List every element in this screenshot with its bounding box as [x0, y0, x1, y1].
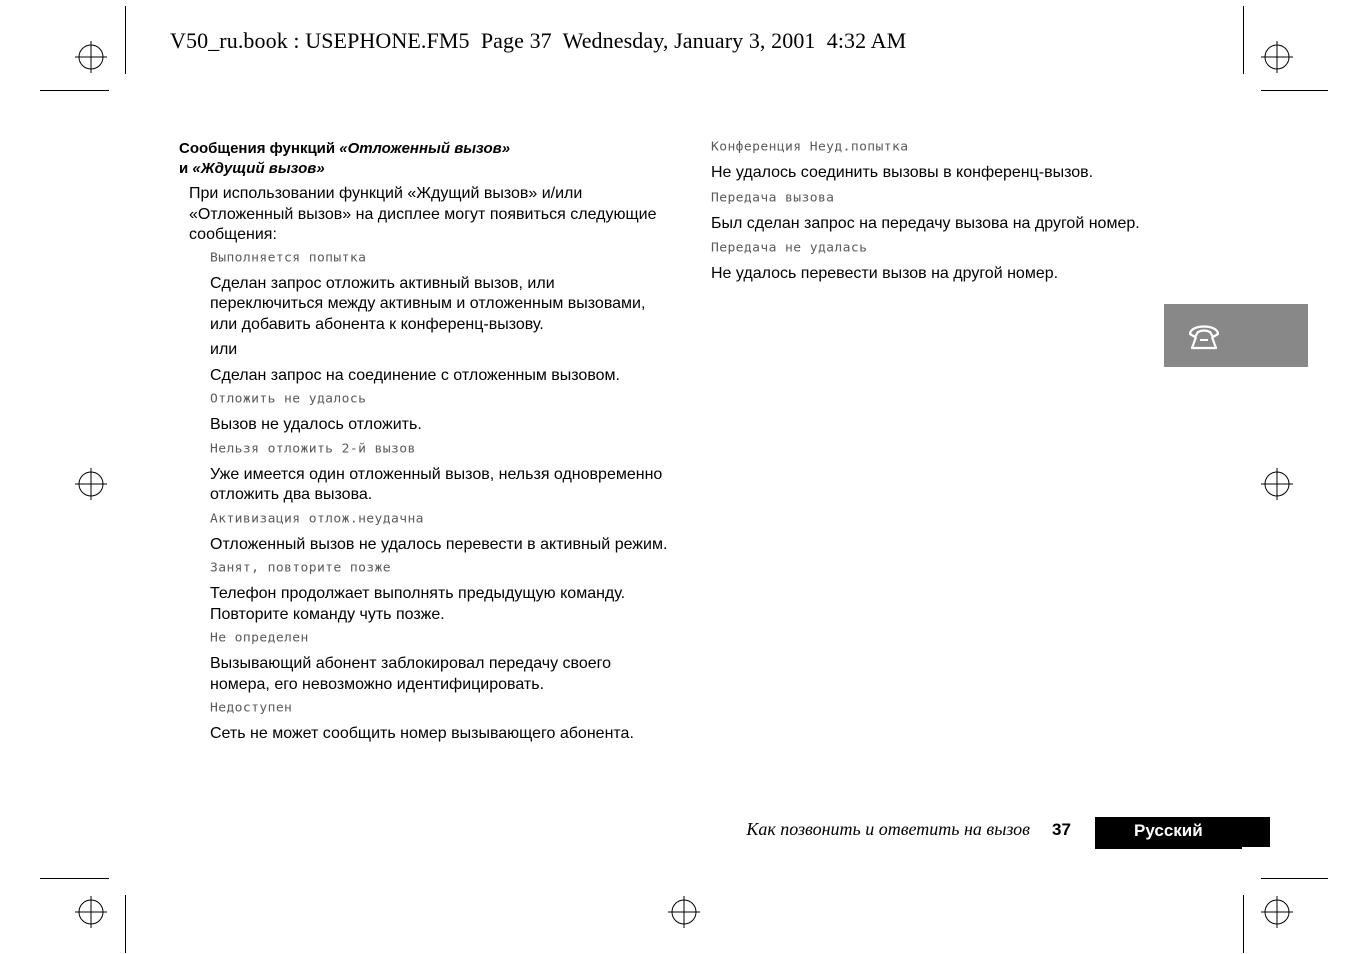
- display-message: Выполняется попытка: [210, 250, 367, 265]
- registration-mark-icon: [75, 468, 107, 500]
- registration-mark-icon: [75, 896, 107, 928]
- crop-mark: [40, 878, 109, 879]
- language-tab-notch: [1242, 847, 1270, 849]
- footer-chapter-title: Как позвонить и ответить на вызов: [746, 819, 1030, 839]
- message-description: Вызов не удалось отложить.: [210, 416, 422, 433]
- display-message: Занят, повторите позже: [210, 560, 391, 576]
- language-label: Русский: [1134, 821, 1203, 840]
- display-message: Передача вызова: [711, 190, 835, 205]
- message-description: Был сделан запрос на передачу вызова на другой номер.: [711, 214, 1140, 232]
- title-line2-italic: «Ждущий вызов»: [192, 160, 325, 177]
- crop-mark: [1261, 878, 1328, 879]
- message-description: или: [210, 341, 238, 358]
- registration-mark-icon: [1261, 896, 1293, 928]
- message-description: Уже имеется один отложенный вызов, нельзя одновременно отложить два вызова.: [210, 465, 663, 503]
- print-header: V50_ru.book : USEPHONE.FM5 Page 37 Wednesday, January 3, 2001 4:32 AM: [170, 28, 907, 53]
- display-message: Недоступен: [210, 700, 293, 716]
- title-line1-plain: Сообщения функций: [179, 140, 340, 157]
- message-description: Не удалось соединить вызовы в конференц-вызов.: [711, 164, 1094, 181]
- page-number: 37: [1052, 820, 1071, 839]
- phone-handset-icon: [1186, 318, 1222, 354]
- crop-mark: [40, 90, 109, 91]
- section-title: [179, 139, 669, 179]
- message-description: Телефон продолжает выполнять предыдущую команду. Повторите команду чуть позже.: [210, 585, 626, 623]
- crop-mark: [1243, 895, 1244, 953]
- title-line2-plain: и: [179, 160, 193, 177]
- left-column: [179, 139, 669, 750]
- registration-mark-icon: [1261, 41, 1293, 73]
- registration-mark-icon: [75, 41, 107, 73]
- display-message: Передача не удалась: [711, 240, 868, 256]
- right-column: [711, 139, 1171, 291]
- display-message: Не определен: [210, 630, 309, 646]
- chapter-side-tab: [1164, 304, 1308, 367]
- message-description: Не удалось перевести вызов на другой номер.: [711, 265, 1059, 282]
- message-description: Сделан запрос на соединение с отложенным вызовом.: [210, 366, 620, 384]
- intro-paragraph: При использовании функций «Ждущий вызов» и/или «Отложенный вызов» на дисплее могут появиться следующие сообщения:: [189, 185, 657, 243]
- display-message: Нельзя отложить 2-й вызов: [210, 441, 416, 456]
- message-description: Сделан запрос отложить активный вызов, или переключиться между активным и отложенным вызовами, или добавить абонента к конференц-вызову.: [210, 274, 646, 333]
- registration-mark-icon: [1261, 468, 1293, 500]
- display-message: Активизация отлож.неудачна: [210, 511, 424, 526]
- crop-mark: [1243, 6, 1244, 74]
- crop-mark: [125, 6, 126, 74]
- display-message: Отложить не удалось: [210, 391, 367, 407]
- crop-mark: [1261, 90, 1328, 91]
- message-description: Вызывающий абонент заблокировал передачу своего номера, его невозможно идентифицировать.: [210, 655, 612, 693]
- registration-mark-icon: [668, 896, 700, 928]
- message-description: Сеть не может сообщить номер вызывающего абонента.: [210, 725, 634, 742]
- language-tab: [1095, 817, 1270, 849]
- title-line1-italic: «Отложенный вызов»: [339, 140, 511, 157]
- display-message: Конференция Неуд.попытка: [711, 139, 909, 155]
- message-list: [210, 250, 669, 745]
- message-description: Отложенный вызов не удалось перевести в активный режим.: [210, 535, 668, 553]
- crop-mark: [125, 895, 126, 953]
